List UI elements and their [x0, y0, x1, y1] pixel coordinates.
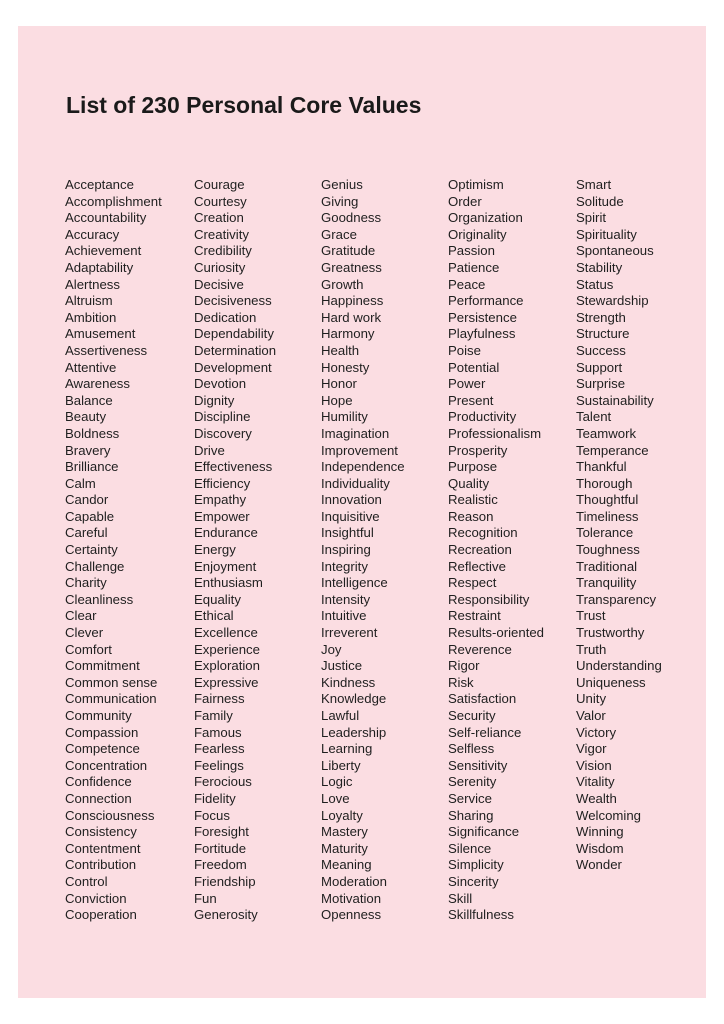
- value-item: Potential: [448, 359, 500, 375]
- value-item: Enthusiasm: [194, 575, 263, 591]
- value-item: Wealth: [576, 790, 617, 806]
- value-item: Thankful: [576, 459, 627, 475]
- value-item: Peace: [448, 276, 486, 292]
- value-item: Contribution: [65, 857, 137, 873]
- value-item: Optimism: [448, 177, 504, 192]
- value-item: Winning: [576, 824, 624, 840]
- poster-sheet: [18, 26, 706, 998]
- value-item: Structure: [576, 326, 630, 342]
- value-item: Community: [65, 708, 132, 723]
- value-item: Courtesy: [194, 193, 247, 209]
- value-item: Simplicity: [448, 857, 504, 873]
- value-item: Freedom: [194, 857, 247, 873]
- value-item: Friendship: [194, 873, 256, 889]
- value-item: Improvement: [321, 442, 398, 458]
- value-item: Discipline: [194, 409, 251, 425]
- value-item: Candor: [65, 492, 109, 508]
- value-item: Sensitivity: [448, 757, 508, 773]
- value-item: Tranquility: [576, 575, 637, 591]
- value-item: Hard work: [321, 309, 382, 325]
- value-item: Skillfulness: [448, 907, 514, 923]
- value-item: Motivation: [321, 890, 382, 906]
- value-item: Innovation: [321, 492, 382, 508]
- value-item: Joy: [321, 641, 342, 657]
- value-item: Recognition: [448, 525, 518, 541]
- values-column-1: [65, 177, 162, 924]
- value-item: Poise: [448, 342, 481, 358]
- value-item: Meaning: [321, 857, 372, 873]
- value-item: Brilliance: [65, 459, 119, 475]
- value-item: Famous: [194, 724, 242, 740]
- value-item: Wonder: [576, 857, 622, 873]
- value-item: Balance: [65, 392, 113, 408]
- value-item: Reverence: [448, 641, 512, 657]
- value-item: Gratitude: [321, 243, 376, 259]
- value-item: Empathy: [194, 492, 247, 508]
- value-item: Sustainability: [576, 392, 654, 408]
- value-item: Awareness: [65, 376, 130, 392]
- value-item: Openness: [321, 907, 382, 923]
- value-item: Order: [448, 193, 482, 209]
- value-item: Fearless: [194, 741, 245, 757]
- value-item: Devotion: [194, 376, 247, 392]
- value-item: Logic: [321, 774, 353, 790]
- value-item: Harmony: [321, 326, 375, 342]
- value-item: Decisiveness: [194, 293, 272, 309]
- value-item: Accomplishment: [65, 193, 162, 209]
- value-item: Health: [321, 342, 360, 358]
- value-item: Consistency: [65, 824, 137, 840]
- value-item: Concentration: [65, 757, 148, 773]
- value-item: Support: [576, 359, 623, 375]
- value-item: Vitality: [576, 774, 615, 790]
- value-item: Creativity: [194, 226, 249, 242]
- value-item: Insightful: [321, 525, 374, 541]
- value-item: Leadership: [321, 724, 387, 740]
- value-item: Imagination: [321, 425, 390, 441]
- value-item: Family: [194, 708, 233, 723]
- value-item: Rigor: [448, 658, 480, 674]
- value-item: Challenge: [65, 558, 125, 574]
- value-item: Cooperation: [65, 907, 137, 923]
- value-item: Inspiring: [321, 542, 371, 558]
- value-item: Restraint: [448, 608, 501, 624]
- value-item: Excellence: [194, 625, 258, 641]
- value-item: Knowledge: [321, 691, 387, 707]
- value-item: Talent: [576, 409, 612, 425]
- value-item: Clever: [65, 625, 104, 641]
- value-item: Cleanliness: [65, 591, 134, 607]
- value-item: Ethical: [194, 608, 234, 624]
- value-item: Unity: [576, 691, 607, 707]
- value-item: Development: [194, 359, 272, 375]
- value-item: Toughness: [576, 542, 640, 558]
- value-item: Sincerity: [448, 873, 499, 889]
- value-item: Trust: [576, 608, 606, 624]
- value-item: Comfort: [65, 641, 112, 657]
- value-item: Persistence: [448, 309, 517, 325]
- value-item: Dependability: [194, 326, 274, 342]
- value-item: Goodness: [321, 210, 382, 226]
- value-item: Thoughtful: [576, 492, 639, 508]
- value-item: Happiness: [321, 293, 384, 309]
- value-item: Greatness: [321, 259, 382, 275]
- value-item: Efficiency: [194, 475, 251, 491]
- value-item: Consciousness: [65, 807, 155, 823]
- value-item: Thorough: [576, 475, 633, 491]
- value-item: Courage: [194, 177, 245, 192]
- value-item: Vision: [576, 757, 612, 773]
- value-item: Fidelity: [194, 790, 236, 806]
- value-item: Originality: [448, 226, 507, 242]
- value-item: Curiosity: [194, 259, 246, 275]
- value-item: Endurance: [194, 525, 258, 541]
- value-item: Competence: [65, 741, 140, 757]
- value-item: Connection: [65, 790, 132, 806]
- value-item: Common sense: [65, 674, 158, 690]
- value-item: Patience: [448, 259, 500, 275]
- value-item: Results-oriented: [448, 625, 545, 641]
- value-item: Power: [448, 376, 486, 392]
- value-item: Quality: [448, 475, 490, 491]
- value-item: Credibility: [194, 243, 252, 259]
- value-item: Welcoming: [576, 807, 641, 823]
- value-item: Drive: [194, 442, 225, 458]
- value-item: Playfulness: [448, 326, 516, 342]
- value-item: Feelings: [194, 757, 244, 773]
- value-item: Commitment: [65, 658, 140, 674]
- value-item: Significance: [448, 824, 520, 840]
- value-item: Grace: [321, 226, 357, 242]
- value-item: Capable: [65, 508, 115, 524]
- value-item: Foresight: [194, 824, 249, 840]
- value-item: Dedication: [194, 309, 257, 325]
- value-item: Valor: [576, 708, 606, 723]
- value-item: Transparency: [576, 591, 657, 607]
- value-item: Alertness: [65, 276, 120, 292]
- value-item: Amusement: [65, 326, 136, 342]
- value-item: Fortitude: [194, 840, 247, 856]
- value-item: Professionalism: [448, 425, 542, 441]
- value-item: Tolerance: [576, 525, 634, 541]
- value-item: Passion: [448, 243, 495, 259]
- value-item: Smart: [576, 177, 612, 192]
- value-item: Reason: [448, 508, 494, 524]
- value-item: Ambition: [65, 309, 117, 325]
- value-item: Giving: [321, 193, 359, 209]
- value-item: Teamwork: [576, 425, 637, 441]
- value-item: Liberty: [321, 757, 361, 773]
- value-item: Prosperity: [448, 442, 508, 458]
- value-item: Generosity: [194, 907, 258, 923]
- value-item: Altruism: [65, 293, 113, 309]
- values-column-2: [194, 177, 276, 924]
- value-item: Purpose: [448, 459, 498, 475]
- value-item: Mastery: [321, 824, 368, 840]
- value-item: Dignity: [194, 392, 235, 408]
- value-item: Humility: [321, 409, 368, 425]
- value-item: Fairness: [194, 691, 245, 707]
- value-item: Discovery: [194, 425, 252, 441]
- value-item: Victory: [576, 724, 617, 740]
- value-item: Learning: [321, 741, 373, 757]
- value-item: Fun: [194, 890, 217, 906]
- value-item: Bravery: [65, 442, 111, 458]
- value-item: Growth: [321, 276, 364, 292]
- value-item: Timeliness: [576, 508, 639, 524]
- value-item: Control: [65, 873, 108, 889]
- value-item: Organization: [448, 210, 523, 226]
- page-title: List of 230 Personal Core Values: [66, 92, 422, 118]
- value-item: Contentment: [65, 840, 141, 856]
- value-item: Certainty: [65, 542, 118, 558]
- value-item: Assertiveness: [65, 342, 148, 358]
- value-item: Silence: [448, 840, 492, 856]
- value-item: Communication: [65, 691, 157, 707]
- value-item: Reflective: [448, 558, 506, 574]
- value-item: Acceptance: [65, 177, 134, 192]
- value-item: Security: [448, 708, 496, 723]
- value-item: Loyalty: [321, 807, 363, 823]
- value-item: Present: [448, 392, 494, 408]
- value-item: Effectiveness: [194, 459, 273, 475]
- value-item: Honor: [321, 376, 357, 392]
- value-item: Integrity: [321, 558, 368, 574]
- value-item: Irreverent: [321, 625, 378, 641]
- values-column-3: [321, 177, 405, 924]
- value-item: Selfless: [448, 741, 495, 757]
- values-column-5: [576, 177, 662, 874]
- value-item: Responsibility: [448, 591, 530, 607]
- value-item: Genius: [321, 177, 363, 192]
- value-item: Spontaneous: [576, 243, 654, 259]
- value-item: Success: [576, 342, 626, 358]
- value-item: Solitude: [576, 193, 624, 209]
- value-item: Sharing: [448, 807, 494, 823]
- value-item: Determination: [194, 342, 277, 358]
- value-item: Traditional: [576, 558, 638, 574]
- value-item: Truth: [576, 641, 607, 657]
- value-item: Service: [448, 790, 492, 806]
- value-item: Wisdom: [576, 840, 624, 856]
- value-item: Individuality: [321, 475, 390, 491]
- value-item: Maturity: [321, 840, 368, 856]
- value-item: Independence: [321, 459, 405, 475]
- value-item: Trustworthy: [576, 625, 645, 641]
- value-item: Spirituality: [576, 226, 637, 242]
- values-column-4: [448, 177, 544, 924]
- value-item: Kindness: [321, 674, 376, 690]
- value-item: Enjoyment: [194, 558, 257, 574]
- value-item: Boldness: [65, 425, 120, 441]
- value-item: Confidence: [65, 774, 132, 790]
- value-item: Equality: [194, 591, 241, 607]
- value-item: Expressive: [194, 674, 259, 690]
- value-item: Clear: [65, 608, 97, 624]
- value-item: Stability: [576, 259, 623, 275]
- value-item: Performance: [448, 293, 524, 309]
- value-item: Accuracy: [65, 226, 120, 242]
- value-item: Justice: [321, 658, 363, 674]
- value-item: Realistic: [448, 492, 498, 508]
- value-item: Calm: [65, 475, 96, 491]
- value-item: Vigor: [576, 741, 607, 757]
- value-item: Surprise: [576, 376, 626, 392]
- value-item: Temperance: [576, 442, 649, 458]
- value-item: Compassion: [65, 724, 139, 740]
- value-item: Stewardship: [576, 293, 649, 309]
- value-item: Careful: [65, 525, 108, 541]
- value-item: Productivity: [448, 409, 517, 425]
- value-item: Recreation: [448, 542, 512, 558]
- value-item: Conviction: [65, 890, 127, 906]
- value-item: Empower: [194, 508, 250, 524]
- value-item: Respect: [448, 575, 497, 591]
- value-item: Uniqueness: [576, 674, 646, 690]
- value-item: Inquisitive: [321, 508, 380, 524]
- value-item: Hope: [321, 392, 353, 408]
- value-item: Intuitive: [321, 608, 367, 624]
- value-item: Spirit: [576, 210, 607, 226]
- value-item: Exploration: [194, 658, 260, 674]
- value-item: Status: [576, 276, 614, 292]
- value-item: Experience: [194, 641, 260, 657]
- value-item: Strength: [576, 309, 626, 325]
- value-item: Moderation: [321, 873, 387, 889]
- value-item: Self-reliance: [448, 724, 522, 740]
- value-item: Skill: [448, 890, 473, 906]
- value-item: Accountability: [65, 210, 147, 226]
- value-item: Adaptability: [65, 259, 134, 275]
- value-item: Creation: [194, 210, 244, 226]
- value-item: Intensity: [321, 591, 371, 607]
- value-item: Charity: [65, 575, 107, 591]
- value-item: Serenity: [448, 774, 497, 790]
- value-item: Attentive: [65, 359, 117, 375]
- value-item: Lawful: [321, 708, 360, 723]
- value-item: Focus: [194, 807, 230, 823]
- value-item: Ferocious: [194, 774, 252, 790]
- value-item: Beauty: [65, 409, 107, 425]
- value-item: Honesty: [321, 359, 370, 375]
- value-item: Energy: [194, 542, 236, 558]
- value-item: Decisive: [194, 276, 244, 292]
- value-item: Understanding: [576, 658, 662, 674]
- value-item: Satisfaction: [448, 691, 517, 707]
- value-item: Love: [321, 790, 350, 806]
- value-item: Achievement: [65, 243, 142, 259]
- value-item: Intelligence: [321, 575, 388, 591]
- value-item: Risk: [448, 674, 474, 690]
